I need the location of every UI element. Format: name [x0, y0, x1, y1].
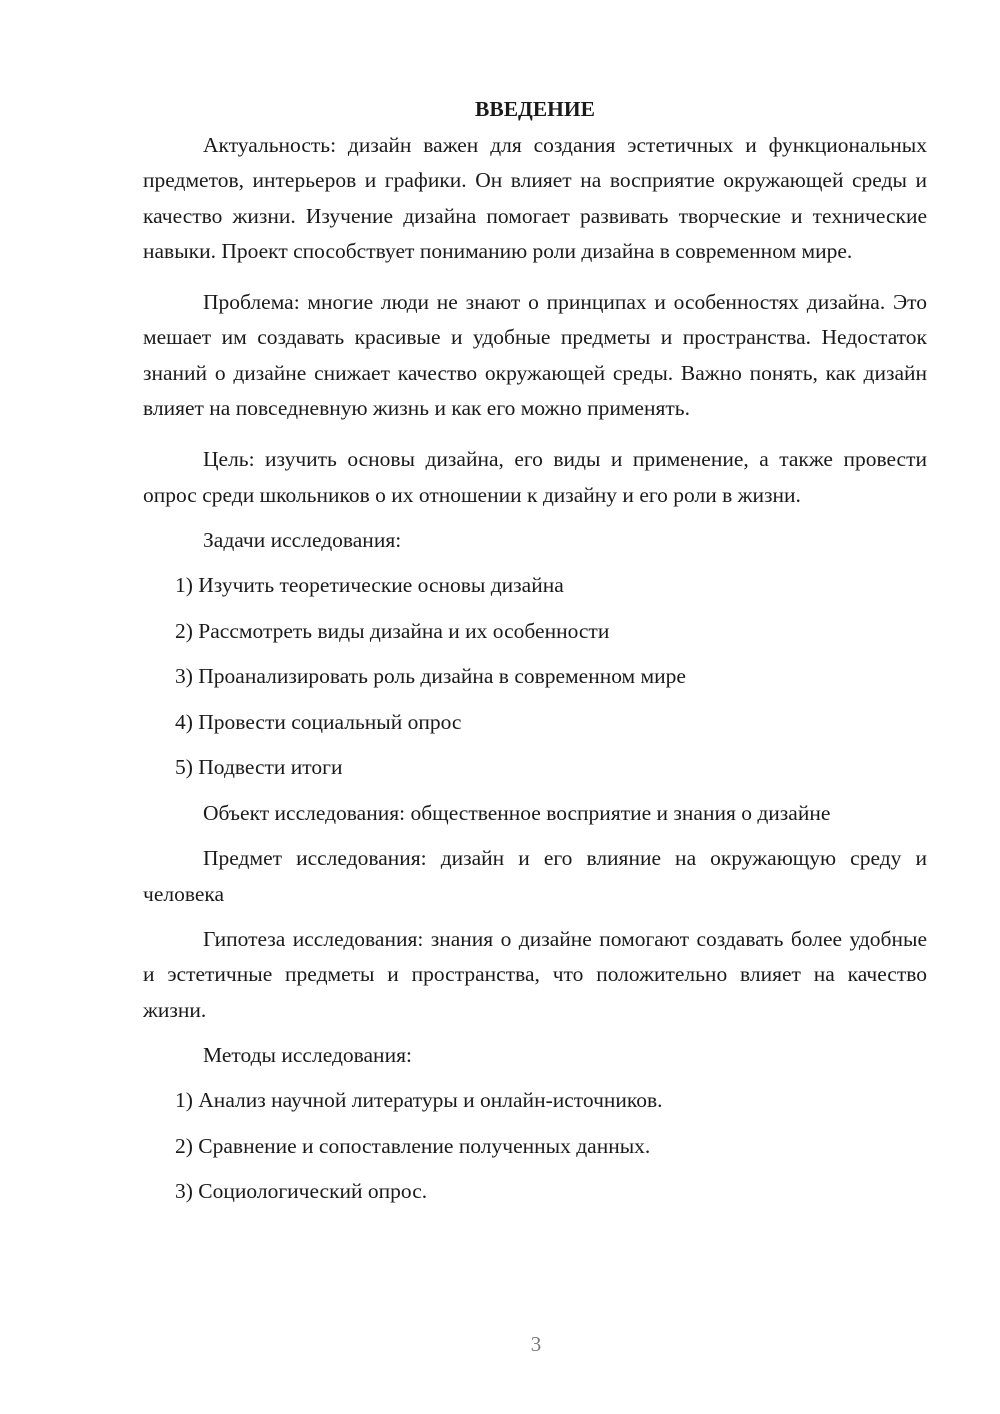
- list-item: 1) Изучить теоретические основы дизайна: [175, 573, 564, 598]
- problem-paragraph: Проблема: многие люди не знают о принципах и особенностях дизайна. Это мешает им создавать красивые и удобные предметы и пространства. Недостаток знаний о дизайне снижает качество окружающей среды. Важно понять, как дизайн влияет на повседневную жизнь и как его можно применять.: [143, 290, 927, 421]
- tasks-list: [143, 568, 927, 796]
- list-item: 1) Анализ научной литературы и онлайн-источников.: [175, 1088, 663, 1113]
- object-line: Объект исследования: общественное восприятие и знания о дизайне: [203, 800, 831, 825]
- list-item: 5) Подвести итоги: [175, 755, 343, 780]
- methods-list: [143, 1083, 927, 1220]
- relevance-paragraph: Актуальность: дизайн важен для создания эстетичных и функциональных предметов, интерьеров и графики. Он влияет на восприятие окружающей среды и качество жизни. Изучение дизайна помогает развивать творческие и технические навыки. Проект способствует пониманию роли дизайна в современном мире.: [143, 133, 927, 263]
- hypothesis-paragraph: Гипотеза исследования: знания о дизайне помогают создавать более удобные и эстетичные предметы и пространства, что положительно влияет на качество жизни.: [143, 927, 927, 1022]
- subject-paragraph: Предмет исследования: дизайн и его влияние на окружающую среду и человека: [143, 846, 927, 906]
- tasks-heading: Задачи исследования:: [203, 527, 402, 552]
- list-item: 2) Рассмотреть виды дизайна и их особенности: [175, 618, 610, 643]
- document-page: [143, 92, 927, 1220]
- methods-heading: Методы исследования:: [203, 1042, 412, 1067]
- list-item: 4) Провести социальный опрос: [175, 709, 462, 734]
- page-number: 3: [530, 1332, 542, 1356]
- list-item: 2) Сравнение и сопоставление полученных данных.: [175, 1133, 651, 1158]
- section-title: ВВЕДЕНИЕ: [475, 97, 595, 121]
- list-item: 3) Социологический опрос.: [175, 1179, 428, 1204]
- goal-paragraph: Цель: изучить основы дизайна, его виды и применение, а также провести опрос среди школьников о их отношении к дизайну и его роли в жизни.: [143, 447, 927, 507]
- list-item: 3) Проанализировать роль дизайна в современном мире: [175, 664, 686, 689]
